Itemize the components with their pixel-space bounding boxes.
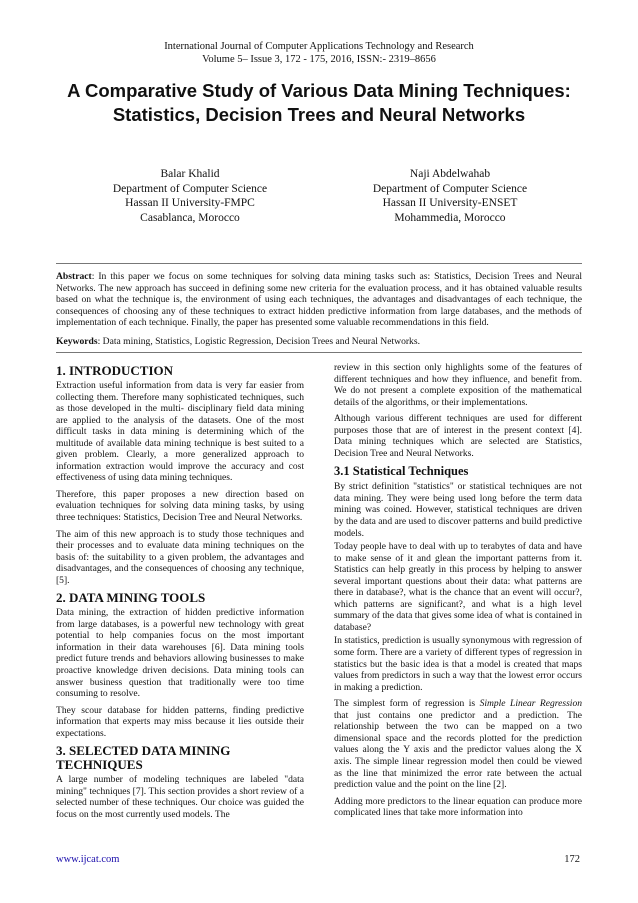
- author-name: Naji Abdelwahab: [409, 168, 491, 180]
- paragraph: Although various different techniques are used for different purposes those that are of interest in the present context [4]. Data mining techniques which are selected are Statistics, Decision Tree and Neural Networks.: [334, 413, 582, 459]
- author-block-1: [70, 167, 310, 225]
- paragraph: [334, 698, 582, 790]
- paragraph: By strict definition "statistics" or statistical techniques are not data mining. They were being used long before the term data mining was coined. However, statistical techniques are driven by the data and are used to discover patterns and build predictive models.: [334, 481, 582, 539]
- keywords-text: : Data mining, Statistics, Logistic Regression, Decision Trees and Neural Networks.: [97, 336, 420, 347]
- journal-url-link[interactable]: www.ijcat.com: [56, 854, 120, 865]
- author-university: Hassan II University-FMPC: [125, 197, 255, 209]
- author-city: Mohammedia, Morocco: [394, 211, 506, 224]
- term: Simple Linear Regression: [479, 698, 582, 710]
- paragraph: In statistics, prediction is usually synonymous with regression of some form. There are a variety of different types of regression in statistics but the basic idea is that a model is created that maps values from predictors in such a way that the lowest error occurs in making a prediction.: [334, 635, 582, 693]
- divider-bottom: [56, 352, 582, 353]
- text: that just contains one predictor and a prediction. The relationship between the two can be mapped on a two dimensional space and the records plotted for the prediction values along the Y axis and the predictor values along the X axis. The simple linear regression model then could be viewed as the line that minimized the error rate between the actual prediction value and the point on the line [2].: [334, 709, 582, 791]
- page-number: 172: [564, 854, 580, 865]
- section-heading-data-mining-tools: 2. DATA MINING TOOLS: [56, 590, 206, 606]
- subsection-heading-statistical-techniques: 3.1 Statistical Techniques: [334, 464, 469, 479]
- paper-title: A Comparative Study of Various Data Mining Techniques: Statistics, Decision Trees and Neural Networks: [67, 80, 571, 125]
- paragraph: A large number of modeling techniques are labeled "data mining" techniques [7]. This section provides a short review of a selected number of these techniques. Our choice was guided the focus on the most currently used models. The: [56, 774, 304, 820]
- paragraph: They scour database for hidden patterns, finding predictive information that experts may miss because it lies outside their expectations.: [56, 704, 304, 739]
- author-name: Balar Khalid: [160, 168, 220, 180]
- journal-header: [0, 40, 638, 66]
- keywords: [56, 336, 582, 348]
- keywords-label: Keywords: [56, 336, 98, 347]
- author-department: Department of Computer Science: [372, 182, 528, 195]
- author-department: Department of Computer Science: [112, 182, 268, 195]
- paragraph: review in this section only highlights some of the features of different techniques and how they influence, and benefit from. We do not present a complete exposition of the mathematical details of the algorithms, or their implementations.: [334, 362, 582, 408]
- author-city: Casablanca, Morocco: [140, 211, 240, 224]
- left-column: [56, 362, 304, 826]
- abstract: [56, 271, 582, 329]
- paragraph: Data mining, the extraction of hidden predictive information from large databases, is a powerful new technology with great potential to help companies focus on the most important information in their data warehouses [6]. Data mining tools predict future trends and behaviors allowing businesses to make proactive knowledge driven decisions. Data mining tools can answer business question that traditionally were too time consuming to resolve.: [56, 607, 304, 700]
- section-heading-selected-techniques: 3. SELECTED DATA MINING TECHNIQUES: [56, 743, 231, 773]
- journal-volume: Volume 5– Issue 3, 172 - 175, 2016, ISSN:- 2319–8656: [202, 54, 436, 65]
- journal-name: International Journal of Computer Applications Technology and Research: [164, 41, 474, 52]
- paragraph: Adding more predictors to the linear equation can produce more complicated lines that take more information into: [334, 795, 582, 819]
- paragraph: Therefore, this paper proposes a new direction based on evaluation techniques for solving data mining tasks, by using three techniques: Statistics, Decision Tree and Neural Networks.: [56, 488, 304, 524]
- text: The simplest form of regression is: [334, 698, 480, 710]
- author-block-2: [330, 167, 570, 225]
- right-column: [334, 362, 582, 824]
- paragraph: Today people have to deal with up to terabytes of data and have to make sense of it and glean the important patterns from it. Statistics can help greatly in this process by helping to answer several important questions about their data: what patterns are there in database?, what is the chance that an event will occur?, which patterns are significant?, and what is a high level summary of the data that gives some idea of what is contained in database?: [334, 541, 582, 633]
- divider-top: [56, 263, 582, 264]
- paragraph: The aim of this new approach is to study those techniques and their processes and to evaluate data mining techniques on the basis of: the suitability to a given problem, the advantages and disadvantages, and the consequences of choosing any technique, [5].: [56, 528, 304, 586]
- abstract-label: Abstract: [56, 271, 92, 282]
- author-university: Hassan II University-ENSET: [382, 197, 518, 209]
- section-heading-introduction: 1. INTRODUCTION: [56, 363, 174, 378]
- abstract-text: : In this paper we focus on some techniques for solving data mining tasks such as: Statistics, Decision Trees and Neural Networks. The new approach has succeed in defining some new criteria for the evaluation process, and it has obtained valuable results based on what the technique is, the environment of using each techniques, the advantages and disadvantages of each technique, the consequences of choosing any of these techniques to extract hidden predictive information from large databases, and the methods of implementation of each technique. Finally, the paper has presented some valuable recommendations in this field.: [56, 271, 582, 329]
- paragraph: Extraction useful information from data is very far easier from collecting them. Therefore many sophisticated techniques, such as those developed in the multi- disciplinary field data mining are applied to the analysis of the datasets. One of the most difficult tasks in data mining is determining which of the multitude of available data mining technique is best suited to a given problem. Clearly, a more generalized approach to information extraction would improve the accuracy and cost effectiveness of using data mining techniques.: [56, 380, 304, 484]
